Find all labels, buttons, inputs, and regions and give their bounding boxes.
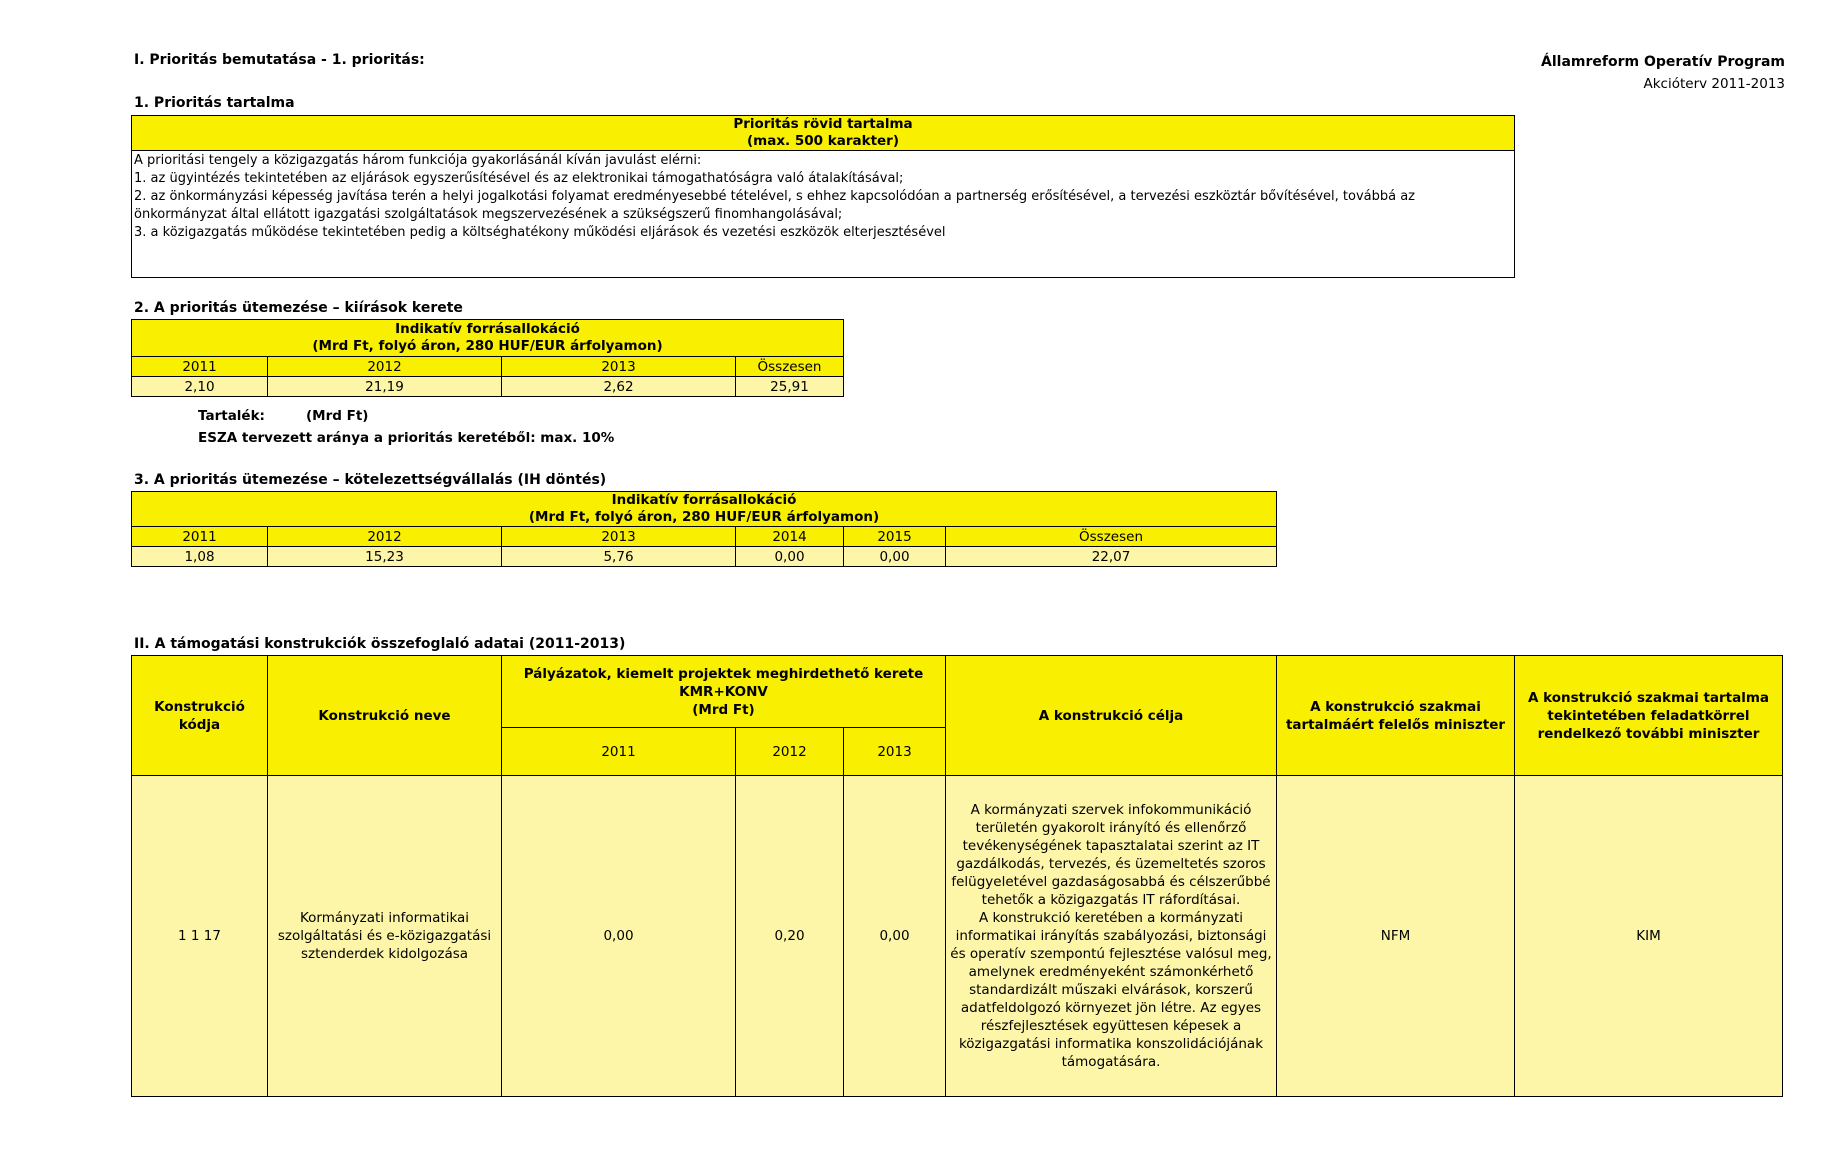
program-subtitle: Akcióterv 2011-2013 bbox=[1643, 76, 1785, 92]
value-2014: 0,00 bbox=[736, 547, 844, 567]
reserve-label: Tartalék: bbox=[198, 408, 265, 424]
goal-line: amelynek eredményeként számonkérhető bbox=[968, 964, 1254, 980]
value-2013: 2,62 bbox=[502, 377, 736, 397]
section4-title: II. A támogatási konstrukciók összefoglaló adatai (2011-2013) bbox=[134, 636, 626, 652]
priority-box-body bbox=[132, 151, 1515, 278]
header-goal: A konstrukció célja bbox=[946, 656, 1277, 776]
row-value-2012: 0,20 bbox=[736, 776, 844, 1097]
goal-line: részfejlesztések együttesen képesek a bbox=[980, 1018, 1242, 1034]
row-other-minister: KIM bbox=[1515, 776, 1783, 1097]
goal-line: informatikai irányítás szabályozási, biztonsági bbox=[955, 928, 1267, 944]
goal-line: standardizált műszaki elvárások, korszerű bbox=[969, 982, 1253, 998]
section1-title: 1. Prioritás tartalma bbox=[134, 95, 295, 111]
priority-box-header-line2: (max. 500 karakter) bbox=[746, 133, 900, 149]
priority-box-header bbox=[132, 116, 1515, 151]
allocation-header bbox=[132, 320, 844, 357]
header-other-minister-line: rendelkező további miniszter bbox=[1537, 725, 1760, 742]
allocation-header-line2: (Mrd Ft, folyó áron, 280 HUF/EUR árfolyamon) bbox=[312, 338, 663, 354]
priority-line: 2. az önkormányzási képesség javítása terén a helyi jogalkotási folyamat eredményesebbé tételével, s ehhez kapcsolódóan a partnerség erősítésével, a tervezési eszköztár bővítésével, továbbá az bbox=[134, 189, 1415, 204]
col-header-2014: 2014 bbox=[736, 527, 844, 547]
goal-line: A kormányzati szervek infokommunikáció bbox=[970, 802, 1252, 818]
row-code: 1 1 17 bbox=[132, 776, 268, 1097]
goal-line: és operatív szempontú fejlesztése valósul meg, bbox=[950, 946, 1272, 962]
header-budget-line: Pályázatok, kiemelt projektek meghirdethető kerete bbox=[523, 665, 924, 682]
goal-line: felügyeletével gazdaságosabbá és célszerűbbé bbox=[951, 874, 1271, 890]
row-name-line: szolgáltatási és e-közigazgatási bbox=[277, 928, 492, 944]
header-name: Konstrukció neve bbox=[268, 656, 502, 776]
col-header-2013: 2013 bbox=[502, 357, 736, 377]
header-minister-line: tartalmáért felelős miniszter bbox=[1285, 716, 1506, 733]
section3-title: 3. A prioritás ütemezése – kötelezettségvállalás (IH döntés) bbox=[134, 472, 607, 488]
priority-line: 3. a közigazgatás működése tekintetében pedig a költséghatékony működési eljárások és vezetési eszközök elterjesztésével bbox=[134, 225, 946, 240]
reserve-unit: (Mrd Ft) bbox=[306, 408, 369, 424]
header-minister bbox=[1277, 656, 1515, 776]
value-2012: 15,23 bbox=[268, 547, 502, 567]
header-code-line: kódja bbox=[178, 716, 221, 733]
goal-line: tevékenységének tapasztalatai szerint az IT bbox=[962, 838, 1260, 854]
header-budget-line: KMR+KONV bbox=[679, 683, 768, 700]
value-total: 25,91 bbox=[736, 377, 844, 397]
header-budget-line: (Mrd Ft) bbox=[692, 701, 755, 718]
value-2011: 2,10 bbox=[132, 377, 268, 397]
header-year-2012: 2012 bbox=[736, 728, 844, 776]
section-title: I. Prioritás bemutatása - 1. prioritás: bbox=[134, 52, 425, 68]
col-header-2013: 2013 bbox=[502, 527, 736, 547]
col-header-2011: 2011 bbox=[132, 357, 268, 377]
priority-line: 1. az ügyintézés tekintetében az eljárások egyszerűsítésével és az elektronikai támogathatóságra való átalakításával; bbox=[134, 171, 904, 186]
commitment-header-line1: Indikatív forrásallokáció bbox=[611, 492, 797, 508]
commitment-header bbox=[132, 492, 1277, 527]
header-year-2011: 2011 bbox=[502, 728, 736, 776]
goal-line: tehetők a közigazgatás IT ráfordításai. bbox=[981, 892, 1241, 908]
row-value-2013: 0,00 bbox=[844, 776, 946, 1097]
header-code-line: Konstrukció bbox=[154, 698, 245, 715]
goal-line: területén gyakorolt irányító és ellenőrző bbox=[975, 820, 1247, 836]
row-value-2011: 0,00 bbox=[502, 776, 736, 1097]
col-header-2015: 2015 bbox=[844, 527, 946, 547]
row-name-line: sztenderdek kidolgozása bbox=[300, 946, 469, 962]
priority-content-box bbox=[131, 115, 1515, 278]
value-2015: 0,00 bbox=[844, 547, 946, 567]
header-minister-line: A konstrukció szakmai bbox=[1310, 698, 1481, 715]
header-code bbox=[132, 656, 268, 776]
value-2012: 21,19 bbox=[268, 377, 502, 397]
priority-line: A prioritási tengely a közigazgatás három funkciója gyakorlásánál kíván javulást elérni: bbox=[134, 153, 702, 168]
goal-line: A konstrukció keretében a kormányzati bbox=[978, 910, 1244, 926]
col-header-total: Összesen bbox=[736, 357, 844, 377]
commitment-header-line2: (Mrd Ft, folyó áron, 280 HUF/EUR árfolyamon) bbox=[528, 509, 880, 525]
header-other-minister-line: A konstrukció szakmai tartalma bbox=[1527, 689, 1770, 706]
goal-line: adatfeldolgozó környezet jön létre. Az egyes bbox=[960, 1000, 1262, 1016]
value-2013: 5,76 bbox=[502, 547, 736, 567]
goal-line: támogatására. bbox=[1061, 1054, 1161, 1070]
row-minister: NFM bbox=[1277, 776, 1515, 1097]
row-name bbox=[268, 776, 502, 1097]
allocation-table-2 bbox=[131, 491, 1277, 567]
allocation-table-1 bbox=[131, 319, 844, 397]
section2-title: 2. A prioritás ütemezése – kiírások kerete bbox=[134, 300, 463, 316]
header-other-minister bbox=[1515, 656, 1783, 776]
goal-line: közigazgatási informatika konszolidációjának bbox=[958, 1036, 1264, 1052]
row-name-line: Kormányzati informatikai bbox=[299, 910, 470, 926]
esza-note: ESZA tervezett aránya a prioritás keretéből: max. 10% bbox=[198, 430, 615, 446]
value-total: 22,07 bbox=[946, 547, 1277, 567]
col-header-2011: 2011 bbox=[132, 527, 268, 547]
program-name: Államreform Operatív Program bbox=[1541, 54, 1785, 70]
construction-table bbox=[131, 655, 1783, 1097]
header-year-2013: 2013 bbox=[844, 728, 946, 776]
priority-box-header-line1: Prioritás rövid tartalma bbox=[733, 116, 913, 132]
col-header-2012: 2012 bbox=[268, 527, 502, 547]
header-budget bbox=[502, 656, 946, 728]
allocation-header-line1: Indikatív forrásallokáció bbox=[395, 321, 580, 337]
priority-line: önkormányzat által ellátott igazgatási szolgáltatások megszervezésének a szükségszerű finomhangolásával; bbox=[134, 207, 843, 222]
row-goal bbox=[946, 776, 1277, 1097]
col-header-total: Összesen bbox=[946, 527, 1277, 547]
header-other-minister-line: tekintetében feladatkörrel bbox=[1547, 707, 1750, 724]
col-header-2012: 2012 bbox=[268, 357, 502, 377]
value-2011: 1,08 bbox=[132, 547, 268, 567]
goal-line: gazdálkodás, tervezés, és üzemeltetés szoros bbox=[956, 856, 1266, 872]
